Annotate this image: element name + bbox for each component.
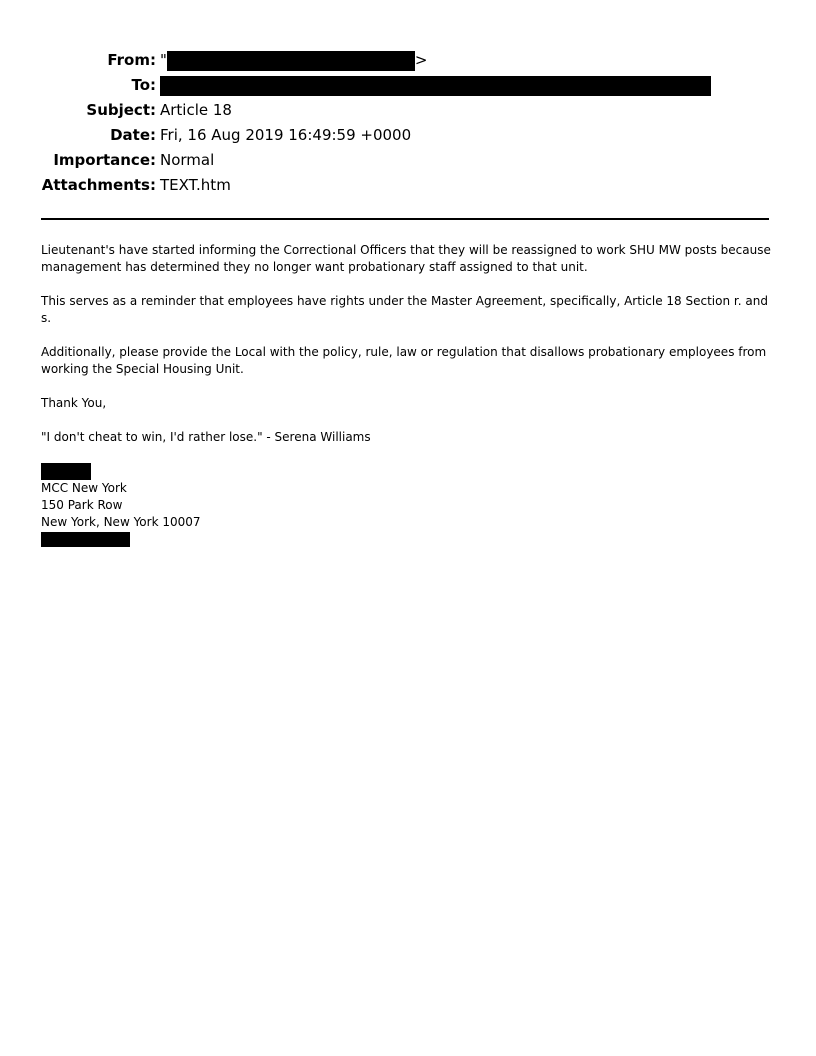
date-label: Date:	[110, 126, 156, 144]
to-value	[160, 73, 711, 98]
body-paragraph: This serves as a reminder that employees have rights under the Master Agreement, specifically, Article 18 Section r. and s.	[41, 294, 768, 325]
signature-name-redaction	[41, 463, 771, 480]
to-row	[0, 73, 816, 98]
subject-row	[0, 98, 816, 123]
signature-line: MCC New York	[41, 481, 127, 495]
body-paragraph: Additionally, please provide the Local with the policy, rule, law or regulation that disallows probationary employees from working the Special Housing Unit.	[41, 345, 767, 376]
redaction-bar	[41, 532, 130, 547]
to-label: To:	[131, 76, 156, 94]
header-divider	[41, 218, 769, 220]
signature-phone-redaction	[41, 531, 771, 548]
redaction-bar	[41, 463, 91, 480]
body-paragraph: Lieutenant's have started informing the Correctional Officers that they will be reassigned to work SHU MW posts because management has determined they no longer want probationary staff assigned to that unit.	[41, 243, 771, 274]
importance-row	[0, 148, 816, 173]
subject-value: Article 18	[160, 101, 232, 119]
signature-line: 150 Park Row	[41, 498, 123, 512]
from-value	[160, 48, 427, 73]
redaction-bar	[160, 76, 711, 96]
attachments-label: Attachments:	[41, 176, 156, 194]
attachments-value: TEXT.htm	[160, 176, 231, 194]
redaction-bar	[167, 51, 415, 71]
from-close-bracket: >	[414, 51, 428, 69]
importance-value: Normal	[160, 151, 215, 169]
date-row	[0, 123, 816, 148]
from-row	[0, 48, 816, 73]
attachments-row	[0, 173, 816, 198]
email-header	[0, 48, 816, 198]
from-label: From:	[107, 51, 156, 69]
signature-block	[41, 463, 771, 548]
quote: "I don't cheat to win, I'd rather lose." - Serena Williams	[41, 430, 371, 444]
subject-label: Subject:	[86, 101, 156, 119]
importance-label: Importance:	[53, 151, 156, 169]
from-open-quote: "	[160, 51, 167, 69]
email-body	[41, 242, 771, 548]
signature-line: New York, New York 10007	[41, 515, 201, 529]
date-value: Fri, 16 Aug 2019 16:49:59 +0000	[160, 126, 412, 144]
closing: Thank You,	[41, 396, 107, 410]
